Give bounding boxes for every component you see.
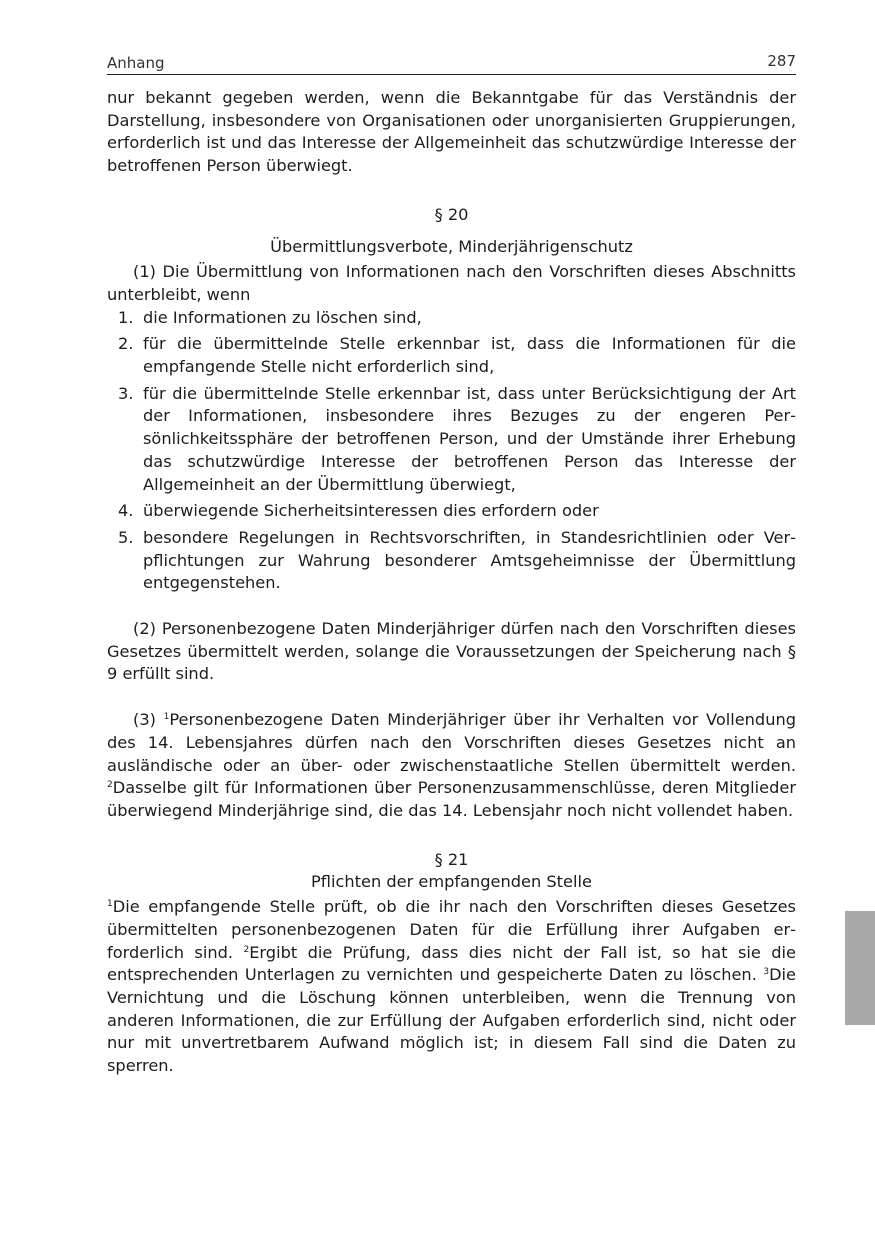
section-20-para-2: (2) Personenbezogene Daten Minderjähriger dürfen nach den Vorschriften dieses Gesetzes übermittelt werden, solange die Voraussetzungen der Speicherung nach § 9 erfüllt sind. <box>107 619 796 684</box>
list-item <box>107 527 796 595</box>
list-item <box>107 500 796 523</box>
list-item-text: besondere Regelungen in Rechtsvorschriften, in Standesrichtlinien oder Verpflichtungen zur Wahrung besonderer Amtsgeheimnisse der Übermittlung entgegenstehen. <box>143 527 796 593</box>
sentence-number: 2 <box>243 944 250 955</box>
list-item <box>107 307 796 330</box>
list-item-text: für die übermittelnde Stelle erkennbar ist, dass die Informationen für die empfangende Stelle nicht erforderlich sind, <box>143 334 796 377</box>
list-item-number: 1. <box>118 307 134 327</box>
list-item-number: 4. <box>118 501 134 521</box>
section-21-paragraph <box>107 896 796 1078</box>
thumb-index-tab <box>845 911 875 1025</box>
sentence-number: 1 <box>163 712 170 723</box>
section-21-title: Pflichten der empfangenden Stelle <box>311 872 592 892</box>
section-20-para-3 <box>107 709 796 823</box>
section-20-title: Übermittlungsverbote, Minderjährigenschutz <box>270 236 633 256</box>
list-item <box>107 333 796 378</box>
intro-paragraph: nur bekannt gegeben werden, wenn die Bekanntgabe für das Verständnis der Darstellung, insbesondere von Organisationen oder unorganisierten Gruppierungen, erforderlich ist und das Interesse der Allgemeinheit das schutzwürdige Interesse der betroffenen Person überwiegt. <box>107 88 796 176</box>
list-item-text: überwiegende Sicherheitsinteressen dies erfordern oder <box>143 501 599 521</box>
list-item-text: die Informationen zu löschen sind, <box>143 307 422 327</box>
para-3-label: (3) <box>133 710 164 730</box>
sentence-text: Dasselbe gilt für Informationen über Personenzusammenschlüsse, deren Mitglieder überwiegend Minderjährige sind, die das 14. Lebensjahr noch nicht vollendet haben. <box>107 778 796 820</box>
sentence-number: 3 <box>763 967 770 978</box>
section-20-number: § 20 <box>434 204 469 224</box>
sentence-text: Ergibt die Prüfung, dass dies nicht der Fall ist, so hat sie die entsprechenden Unterlagen zu vernichten und gespeicherte Daten zu löschen. <box>107 942 796 985</box>
header-section-title: Anhang <box>107 54 165 72</box>
sentence-text: Personenbezogene Daten Minderjähriger über ihr Verhalten vor Vollendung des 14. Lebensjahres dürfen nach den Vorschriften dieses Gesetzes nicht an ausländische oder an über- oder zwischenstaatliche Stellen übermittelt werden. <box>107 710 797 775</box>
section-20 <box>107 204 796 823</box>
page-number: 287 <box>767 52 796 70</box>
running-header <box>107 50 796 75</box>
list-item-number: 3. <box>118 383 134 403</box>
sentence-number: 2 <box>107 780 113 791</box>
sentence-number: 1 <box>107 899 113 910</box>
list-item-number: 2. <box>118 334 134 354</box>
sentence-text: Die Vernichtung und die Löschung können unterbleiben, wenn die Trennung von anderen Informationen, die zur Erfüllung der Aufgaben erforderlich sind, nicht oder nur mit unvertretbarem Aufwand möglich ist; in diesem Fall sind die Daten zu sperren. <box>107 965 796 1076</box>
page-body <box>107 87 796 1078</box>
section-20-list <box>107 307 796 595</box>
list-item <box>107 383 796 497</box>
sentence-text: Die empfangende Stelle prüft, ob die ihr nach den Vorschriften dieses Gesetzes übermittelten personenbezogenen Daten für die Erfüllung ihrer Aufgaben erforderlich sind. <box>107 897 796 962</box>
section-21-number: § 21 <box>434 849 469 869</box>
section-21 <box>107 849 796 1078</box>
list-item-text: für die übermittelnde Stelle erkennbar ist, dass unter Berücksichtigung der Art der Informationen, insbesondere ihres Bezuges zu der engeren Persönlichkeitssphäre der betroffenen Person, und der Umstände ihrer Erhebung das schutzwürdige Interesse der betroffenen Person das Interesse der Allgemeinheit an der Übermittlung überwiegt, <box>143 383 796 494</box>
section-20-para-1-intro: (1) Die Übermittlung von Informationen nach den Vorschriften dieses Abschnitts unterbleibt, wenn <box>107 262 796 304</box>
list-item-number: 5. <box>118 527 134 547</box>
